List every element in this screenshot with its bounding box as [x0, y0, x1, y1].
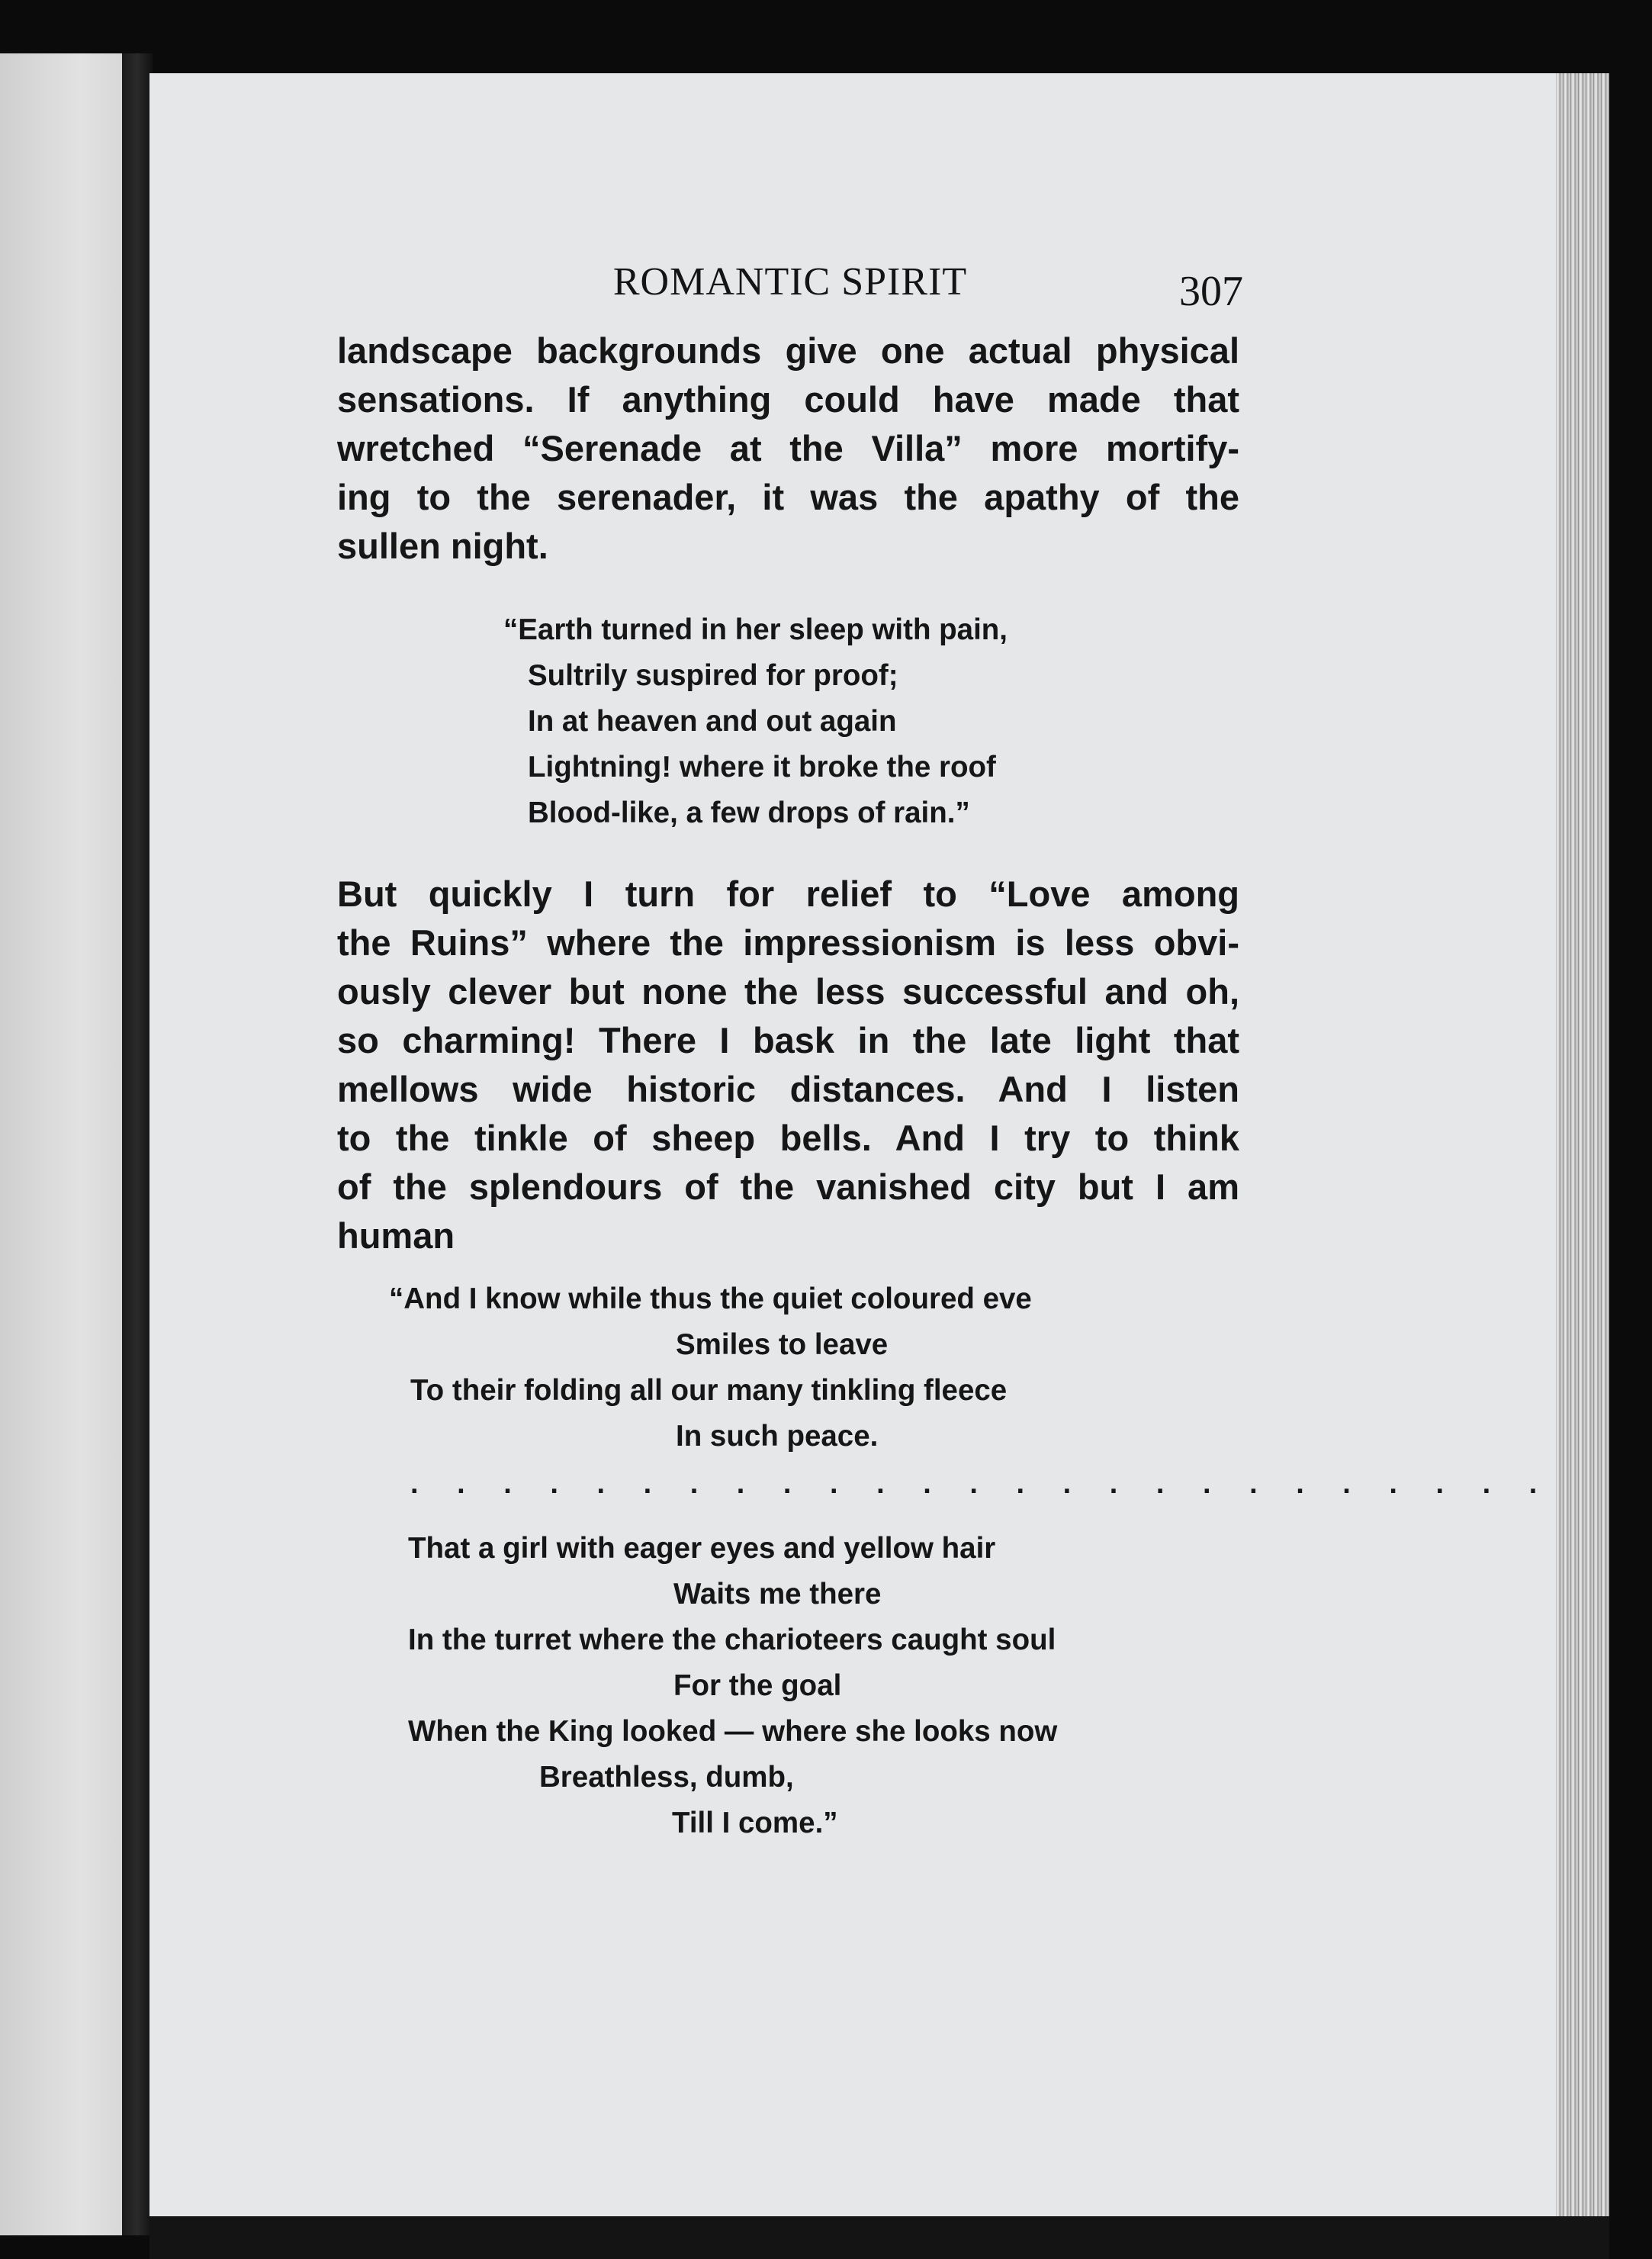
facing-page-edge [0, 53, 136, 2235]
verse-quote-2-stanza-1 [389, 1276, 1032, 1459]
verse-line: Smiles to leave [676, 1328, 889, 1361]
text-line: to the tinkle of sheep bells. And I try to think [337, 1118, 1239, 1158]
text-line: sensations. If anything could have made that [337, 379, 1239, 420]
page-number: 307 [1179, 268, 1243, 315]
text-line: the Ruins” where the impressionism is less obvi- [337, 922, 1239, 963]
text-line: ing to the serenader, it was the apathy of the [337, 477, 1239, 517]
book-gutter [122, 53, 153, 2235]
text-line: human [337, 1215, 455, 1256]
running-header [337, 259, 1243, 313]
paragraph-1 [337, 327, 1239, 571]
verse-line: “Earth turned in her sleep with pain, [503, 613, 1008, 646]
verse-quote-1 [503, 607, 1008, 836]
text-line: But quickly I turn for relief to “Love among [337, 874, 1239, 914]
text-line: sullen night. [337, 526, 548, 566]
verse-line: Till I come.” [672, 1807, 838, 1839]
verse-line: Blood-like, a few drops of rain.” [528, 796, 970, 829]
verse-line: Waits me there [673, 1578, 882, 1611]
verse-line: To their folding all our many tinkling fleece [410, 1374, 1008, 1407]
paragraph-2 [337, 870, 1239, 1260]
verse-line: In the turret where the charioteers caught soul [408, 1623, 1056, 1656]
ellipsis-separator: . . . . . . . . . . . . . . . . . . . . . . . . . [410, 1468, 1553, 1500]
verse-line: For the goal [673, 1669, 842, 1702]
verse-line: “And I know while thus the quiet coloured eve [389, 1282, 1032, 1315]
page-edges [1556, 73, 1609, 2221]
text-line: mellows wide historic distances. And I listen [337, 1069, 1239, 1109]
verse-line: In at heaven and out again [528, 705, 897, 738]
running-title: ROMANTIC SPIRIT [612, 260, 968, 304]
text-line: ously clever but none the less successful and oh, [337, 971, 1239, 1012]
scan-border [149, 2216, 1609, 2259]
verse-line: That a girl with eager eyes and yellow hair [408, 1532, 996, 1565]
text-line: landscape backgrounds give one actual physical [337, 330, 1239, 371]
text-line: of the splendours of the vanished city but I am [337, 1167, 1239, 1207]
verse-quote-2-stanza-2 [408, 1526, 1057, 1846]
verse-line: Sultrily suspired for proof; [528, 659, 898, 692]
verse-line: When the King looked — where she looks now [408, 1715, 1058, 1748]
text-line: wretched “Serenade at the Villa” more mortify- [337, 428, 1239, 468]
verse-line: Lightning! where it broke the roof [528, 751, 996, 784]
verse-line: In such peace. [676, 1420, 879, 1453]
text-line: so charming! There I bask in the late light that [337, 1020, 1239, 1060]
verse-line: Breathless, dumb, [539, 1761, 794, 1794]
